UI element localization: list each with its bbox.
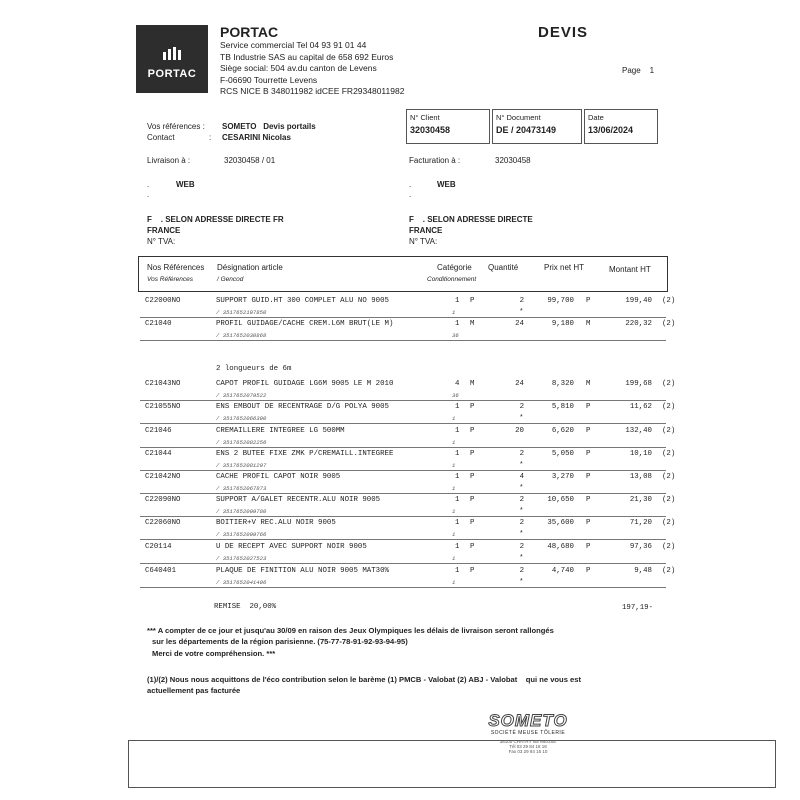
row-separator — [140, 539, 666, 540]
stamp-subtitle: SOCIÉTÉ MEUSE TÔLERIE — [490, 730, 566, 736]
col-designation: Désignation article — [217, 263, 283, 272]
item-amount: 220,32 — [625, 320, 652, 328]
stamp-line-1: 38100 CHATRY sur MEUSE — [499, 739, 557, 744]
item-category: 1 — [455, 320, 460, 328]
item-gencod: / 3517652030868 — [216, 332, 267, 339]
item-conditionnement: 1 — [452, 439, 456, 446]
item-category: 1 — [455, 543, 460, 551]
item-quantity: 2 — [519, 297, 524, 305]
item-designation: CACHE PROFIL CAPOT NOIR 9005 — [216, 473, 341, 481]
row-separator — [140, 587, 666, 588]
item-quantity: 20 — [515, 427, 524, 435]
item-amount: 132,40 — [625, 427, 652, 435]
item-conditionnement: 1 — [452, 555, 456, 562]
olympics-note-3: Merci de votre compréhension. *** — [152, 649, 276, 658]
item-amount: 13,08 — [629, 473, 652, 481]
row-separator — [140, 493, 666, 494]
facturation-value: 32030458 — [495, 156, 531, 165]
delivery-tva: N° TVA: — [147, 237, 176, 246]
item-conditionnement: 1 — [452, 309, 456, 316]
client-number-label: N° Client — [410, 113, 440, 122]
item-reference: C21040 — [145, 320, 172, 328]
item-price: 5,810 — [551, 403, 574, 411]
item-designation: CAPOT PROFIL GUIDAGE LG6M 9005 LE M 2010 — [216, 380, 394, 388]
item-unit: M — [470, 380, 475, 388]
item-gencod: / 3517652081297 — [216, 462, 267, 469]
item-price-unit: P — [586, 473, 591, 481]
item-unit: P — [470, 567, 475, 575]
item-note: (2) — [662, 473, 676, 481]
item-price-unit: P — [586, 496, 591, 504]
item-note: (2) — [662, 380, 676, 388]
item-designation: U DE RECEPT AVEC SUPPORT NOIR 9005 — [216, 543, 367, 551]
item-gencod: / 3517652067873 — [216, 485, 267, 492]
col-conditionnement: Conditionnement — [427, 276, 477, 283]
row-separator — [140, 516, 666, 517]
item-unit: P — [470, 450, 475, 458]
item-gencod: / 3517652041406 — [216, 579, 267, 586]
delivery-address: F . SELON ADRESSE DIRECTE FR — [147, 215, 284, 224]
item-amount: 199,40 — [625, 297, 652, 305]
col-categorie: Catégorie — [437, 263, 472, 272]
item-conditionnement: 1 — [452, 415, 456, 422]
item-star: * — [520, 484, 523, 491]
item-quantity: 2 — [519, 496, 524, 504]
item-note: (2) — [662, 427, 676, 435]
dot-left: . — [147, 190, 150, 199]
eco-note-2: actuellement pas facturée — [147, 686, 241, 695]
address-line: RCS NICE B 348011982 idCEE FR29348011982 — [220, 86, 405, 96]
item-reference: C22060NO — [145, 519, 181, 527]
web-right: WEB — [437, 180, 456, 189]
page-label: Page — [622, 66, 641, 75]
item-reference: C20114 — [145, 543, 172, 551]
item-star: * — [520, 461, 523, 468]
stamp-line-2: Tél 03 29 84 18 18 — [509, 744, 547, 749]
remise-label: REMISE 20,00% — [214, 603, 277, 611]
item-price: 5,050 — [551, 450, 574, 458]
item-reference: C22090NO — [145, 496, 181, 504]
olympics-note-2: sur les départements de la région parisienne. (75-77-78-91-92-93-94-95) — [152, 637, 408, 646]
item-conditionnement: 1 — [452, 462, 456, 469]
table-header — [138, 256, 668, 292]
row-separator — [140, 317, 666, 318]
item-unit: P — [470, 297, 475, 305]
livraison-label: Livraison à : — [147, 156, 191, 165]
document-number-label: N° Document — [496, 113, 541, 122]
item-amount: 9,48 — [634, 567, 652, 575]
item-price-unit: P — [586, 297, 591, 305]
item-category: 1 — [455, 496, 460, 504]
item-category: 1 — [455, 567, 460, 575]
item-gencod: / 3517652027523 — [216, 555, 267, 562]
item-note: (2) — [662, 567, 676, 575]
item-amount: 97,36 — [629, 543, 652, 551]
col-quantite: Quantité — [488, 263, 519, 272]
row-separator — [140, 423, 666, 424]
item-star: * — [520, 308, 523, 315]
item-price-unit: P — [586, 543, 591, 551]
item-price-unit: M — [586, 380, 591, 388]
address-line: Siège social: 504 av.du canton de Levens — [220, 63, 377, 73]
item-designation: PROFIL GUIDAGE/CACHE CREM.L6M BRUT(LE M) — [216, 320, 394, 328]
company-name: PORTAC — [220, 24, 279, 40]
logo-word: PORTAC — [147, 68, 197, 80]
item-quantity: 2 — [519, 450, 524, 458]
item-category: 1 — [455, 519, 460, 527]
address-line: Service commercial Tel 04 93 91 01 44 — [220, 40, 367, 50]
remise-amount: 197,19- — [622, 604, 654, 612]
item-unit: M — [470, 320, 475, 328]
item-gencod: / 3517652079522 — [216, 392, 267, 399]
item-star: * — [520, 554, 523, 561]
billing-country: FRANCE — [409, 226, 443, 235]
item-gencod: / 3517652099780 — [216, 508, 267, 515]
col-gencod: / Gencod — [217, 276, 244, 283]
row-separator — [140, 340, 666, 341]
item-price-unit: M — [586, 320, 591, 328]
item-conditionnement: 1 — [452, 508, 456, 515]
item-reference: C21042NO — [145, 473, 181, 481]
item-quantity: 4 — [519, 473, 524, 481]
item-unit: P — [470, 427, 475, 435]
item-star: * — [520, 414, 523, 421]
item-price: 99,700 — [547, 297, 574, 305]
item-price: 3,270 — [551, 473, 574, 481]
item-price: 6,620 — [551, 427, 574, 435]
col-prix: Prix net HT — [544, 263, 585, 272]
item-unit: P — [470, 519, 475, 527]
item-reference: C640401 — [145, 567, 177, 575]
company-address — [220, 40, 404, 98]
row-separator — [140, 470, 666, 471]
item-price: 4,740 — [551, 567, 574, 575]
item-quantity: 24 — [515, 380, 524, 388]
item-quantity: 2 — [519, 403, 524, 411]
item-amount: 11,62 — [629, 403, 652, 411]
row-separator — [140, 447, 666, 448]
date-label: Date — [588, 113, 604, 122]
item-designation: SUPPORT A/GALET RECENTR.ALU NOIR 9005 — [216, 496, 381, 504]
col-vos-refs: Vos Références — [147, 276, 194, 283]
portac-logo — [136, 25, 208, 93]
date-box — [584, 109, 658, 144]
item-comment: 2 longueurs de 6m — [216, 365, 292, 373]
row-separator — [140, 400, 666, 401]
item-price-unit: P — [586, 567, 591, 575]
client-number-box — [406, 109, 490, 144]
col-nos-refs: Nos Références — [147, 263, 205, 272]
livraison-value: 32030458 / 01 — [224, 156, 276, 165]
item-category: 4 — [455, 380, 460, 388]
item-reference: C21043NO — [145, 380, 181, 388]
item-category: 1 — [455, 427, 460, 435]
item-amount: 71,20 — [629, 519, 652, 527]
document-number-box — [492, 109, 582, 144]
dot-right: . — [409, 190, 412, 199]
item-price-unit: P — [586, 403, 591, 411]
item-price: 10,650 — [547, 496, 574, 504]
logo-bars-icon — [163, 47, 183, 60]
item-reference: C21055NO — [145, 403, 181, 411]
item-designation: BOITIER+V REC.ALU NOIR 9005 — [216, 519, 336, 527]
refs-label: Vos références : — [147, 122, 205, 131]
item-gencod: / 3517652107850 — [216, 309, 267, 316]
web-left: WEB — [176, 180, 195, 189]
document-type: DEVIS — [538, 24, 589, 41]
item-designation: PLAQUE DE FINITION ALU NOIR 9005 MAT30% — [216, 567, 389, 575]
item-quantity: 24 — [515, 320, 524, 328]
item-note: (2) — [662, 496, 676, 504]
item-gencod: / 3517652066300 — [216, 415, 267, 422]
col-montant: Montant HT — [609, 265, 651, 274]
delivery-country: FRANCE — [147, 226, 181, 235]
item-note: (2) — [662, 403, 676, 411]
contact-value: CESARINI Nicolas — [222, 133, 291, 142]
item-star: * — [520, 530, 523, 537]
item-price-unit: P — [586, 519, 591, 527]
item-price: 9,180 — [551, 320, 574, 328]
item-note: (2) — [662, 320, 676, 328]
item-reference: C22000NO — [145, 297, 181, 305]
item-conditionnement: 36 — [452, 332, 459, 339]
item-designation: ENS 2 BUTEE FIXE ZMK P/CREMAILL.INTEGREE — [216, 450, 394, 458]
item-designation: CREMAILLERE INTEGREE LG 500MM — [216, 427, 345, 435]
item-price-unit: P — [586, 427, 591, 435]
item-star: * — [520, 507, 523, 514]
item-conditionnement: 1 — [452, 579, 456, 586]
row-separator — [140, 563, 666, 564]
olympics-note-1: *** A compter de ce jour et jusqu'au 30/09 en raison des Jeux Olympiques les délais de livraison seront rallongés — [147, 626, 554, 635]
web-dot-right: . — [409, 180, 412, 189]
item-reference: C21044 — [145, 450, 172, 458]
item-conditionnement: 1 — [452, 531, 456, 538]
item-conditionnement: 1 — [452, 485, 456, 492]
item-unit: P — [470, 403, 475, 411]
item-gencod: / 3517652082256 — [216, 439, 267, 446]
address-line: TB Industrie SAS au capital de 658 692 Euros — [220, 51, 394, 62]
item-star: * — [520, 578, 523, 585]
item-conditionnement: 36 — [452, 392, 459, 399]
item-gencod: / 3517652099766 — [216, 531, 267, 538]
page-indicator — [622, 66, 654, 75]
item-amount: 199,68 — [625, 380, 652, 388]
item-unit: P — [470, 473, 475, 481]
item-quantity: 2 — [519, 543, 524, 551]
item-price: 35,600 — [547, 519, 574, 527]
web-dot-left: . — [147, 180, 150, 189]
item-note: (2) — [662, 543, 676, 551]
date-value: 13/06/2024 — [588, 125, 634, 135]
item-quantity: 2 — [519, 519, 524, 527]
refs-value: SOMETO Devis portails — [222, 122, 316, 131]
item-category: 1 — [455, 403, 460, 411]
billing-tva: N° TVA: — [409, 237, 438, 246]
item-designation: ENS EMBOUT DE RECENTRAGE D/G POLYA 9005 — [216, 403, 389, 411]
item-price-unit: P — [586, 450, 591, 458]
eco-note-1: (1)/(2) Nous nous acquittons de l'éco contribution selon le barème (1) PMCB - Valobat (2) ABJ - Valobat qui ne vous est — [147, 675, 582, 684]
contact-label: Contact — [147, 133, 175, 142]
stamp-line-3: Fax 03 29 84 15 10 — [508, 749, 548, 754]
billing-address: F . SELON ADRESSE DIRECTE — [409, 215, 533, 224]
item-price: 48,680 — [547, 543, 574, 551]
address-line: F-06690 Tourrette Levens — [220, 74, 318, 85]
item-unit: P — [470, 496, 475, 504]
document-number-value: DE / 20473149 — [496, 125, 557, 135]
item-reference: C21046 — [145, 427, 172, 435]
contact-separator: : — [209, 133, 212, 142]
item-price: 8,320 — [551, 380, 574, 388]
stamp-brand: SOMETO — [488, 711, 568, 730]
item-amount: 10,10 — [629, 450, 652, 458]
item-designation: SUPPORT GUID.HT 300 COMPLET ALU NO 9005 — [216, 297, 389, 305]
item-category: 1 — [455, 297, 460, 305]
item-note: (2) — [662, 450, 676, 458]
facturation-label: Facturation à : — [409, 156, 461, 165]
item-note: (2) — [662, 297, 676, 305]
footer-box — [128, 740, 776, 788]
item-category: 1 — [455, 450, 460, 458]
client-number-value: 32030458 — [410, 125, 451, 135]
item-category: 1 — [455, 473, 460, 481]
item-note: (2) — [662, 519, 676, 527]
item-quantity: 2 — [519, 567, 524, 575]
item-unit: P — [470, 543, 475, 551]
item-amount: 21,30 — [629, 496, 652, 504]
page-number: 1 — [649, 66, 655, 75]
